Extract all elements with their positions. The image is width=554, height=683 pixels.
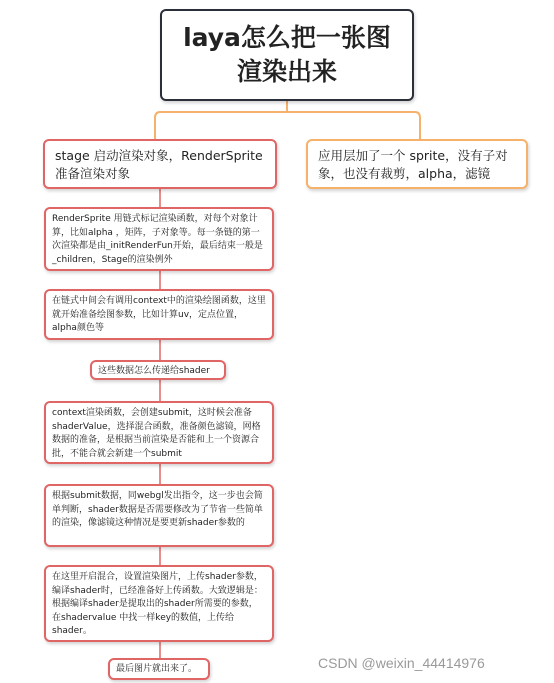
root-title: laya怎么把一张图渲染出来 (183, 23, 391, 86)
step-text-2: 在链式中间会有调用context中的渲染绘图函数，这里就开始准备绘图参数，比如计算uv，定点位置，alpha颜色等 (52, 296, 266, 333)
step-node-2[interactable] (44, 289, 274, 340)
step-node-3[interactable] (90, 360, 226, 380)
step-node-7[interactable] (108, 658, 210, 680)
left-branch-text: stage 启动渲染对象，RenderSprite准备渲染对象 (55, 148, 263, 181)
step-node-1[interactable] (44, 207, 274, 271)
root-connector (155, 100, 420, 139)
step-node-5[interactable] (44, 484, 274, 547)
right-branch-text: 应用层加了一个 sprite，没有子对象，也没有裁剪，alpha，滤镜 (318, 148, 508, 181)
step-text-4: context渲染函数，会创建submit，这时候会准备shaderValue，选择混合函数，准备颜色滤镜，网格数据的准备，是根据当前渲染是否能和上一个资源合批，不能合就会新建一个submit (52, 408, 261, 459)
step-text-3: 这些数据怎么传递给shader (98, 366, 210, 376)
step-text-1: RenderSprite 用链式标记渲染函数，对每个对象计算，比如alpha ，矩阵，子对象等。每一条链的第一次渲染都是由_initRenderFun开始，最后结束一般是_children，Stage的渲染例外 (52, 214, 263, 265)
left-branch-node[interactable] (43, 139, 277, 189)
right-branch-node[interactable] (306, 139, 528, 189)
step-text-5: 根据submit数据，同webgl发出指令，这一步也会简单判断，shader数据是否需要修改为了节省一些简单的渲染，像滤镜这种情况是要更新shader参数的 (52, 491, 263, 528)
step-node-6[interactable] (44, 565, 274, 642)
step-text-7: 最后图片就出来了。 (116, 664, 198, 674)
step-text-6: 在这里开启混合，设置渲染图片，上传shader参数，编译shader时，已经准备好上传函数。大致逻辑是：根据编译shader是提取出的shader所需要的参数，在shadervalue 中找一样key的数值，上传给shader。 (52, 572, 263, 636)
root-node[interactable] (160, 9, 414, 101)
watermark: CSDN @weixin_44414976 (318, 655, 485, 671)
step-node-4[interactable] (44, 401, 274, 464)
